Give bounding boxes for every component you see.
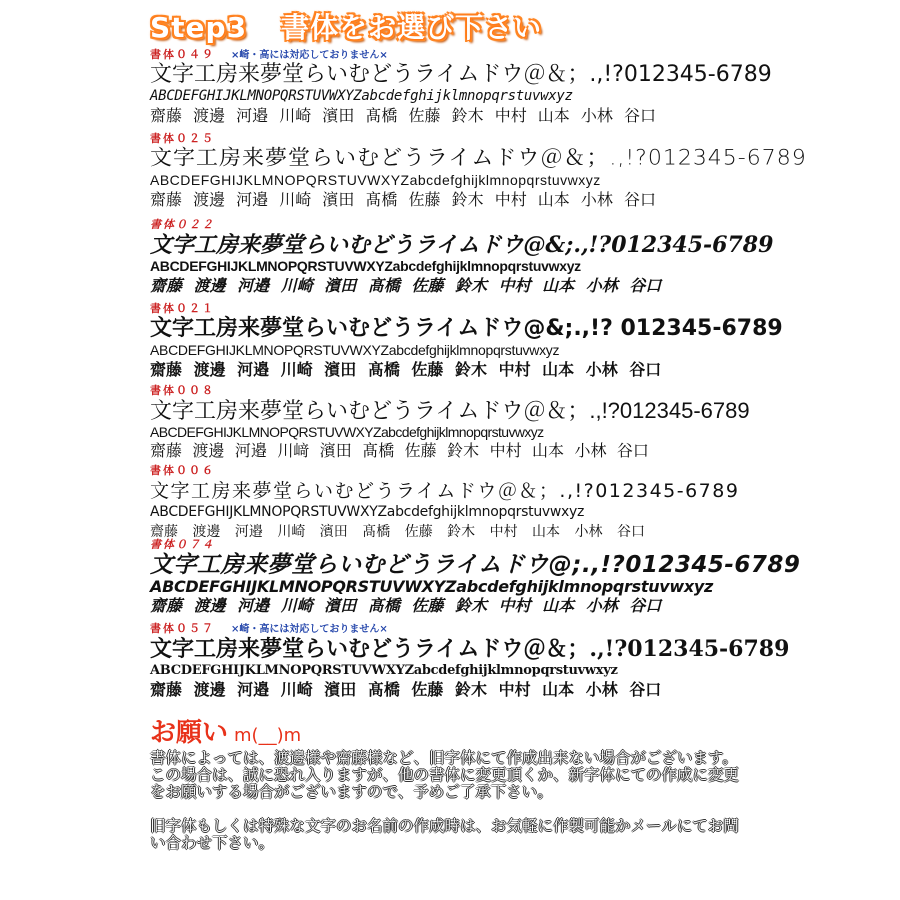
sample-line-names: 齋藤 渡邊 河邉 川崎 濱田 髙橋 佐藤 鈴木 中村 山本 小林 谷口 (150, 360, 662, 379)
font-sample-074[interactable] (150, 538, 801, 617)
request-notice (150, 750, 750, 852)
sample-line-names: 齋藤 渡邊 河邉 川崎 濱田 髙橋 佐藤 鈴木 中村 山本 小林 谷口 (150, 680, 662, 699)
font-code: 書体００６ (150, 464, 215, 477)
sample-line-kana: 文字工房来夢堂らいむどうライムドウ@;.,!?012345-6789 (150, 552, 801, 578)
font-code: 書体０５７ (150, 622, 215, 635)
sample-line-alpha: ABCDEFGHIJKLMNOPQRSTUVWXYZabcdefghijklmnopqrstuvwxyz (150, 424, 544, 440)
step-title (150, 6, 542, 42)
font-sample-049[interactable] (150, 48, 772, 127)
font-code: 書体０７４ (150, 538, 215, 551)
font-code: 書体０２２ (150, 218, 215, 231)
font-sample-021[interactable] (150, 302, 783, 381)
font-code: 書体００８ (150, 384, 215, 397)
sample-line-kana: 文字工房来夢堂らいむどうライムドウ@&;.,!? 012345-6789 (150, 316, 783, 341)
sample-line-alpha: ABCDEFGHIJKLMNOPQRSTUVWXYZabcdefghijklmnopqrstuvwxyz (150, 258, 581, 274)
step-label: Step3 (150, 11, 248, 44)
font-sample-006[interactable] (150, 464, 750, 543)
sample-line-kana: 文字工房来夢堂らいむどうライムドウ＠＆；.,!?012345-6789 (150, 398, 750, 423)
font-code: 書体０２１ (150, 302, 215, 315)
request-emote: m(__)m (234, 725, 302, 746)
font-note: ×崎・高には対応しておりません× (231, 624, 388, 635)
request-heading (150, 712, 301, 749)
font-note: ×崎・高には対応しておりません× (231, 50, 388, 61)
sample-line-names: 齋藤 渡邊 河邉 川崎 濱田 髙橋 佐藤 鈴木 中村 山本 小林 谷口 (150, 106, 656, 125)
notice-paragraph: 書体によっては、渡邊様や齋藤様など、旧字体にて作成出来ない場合がございます。 (150, 749, 738, 767)
request-title: お願い (150, 718, 229, 748)
sample-line-kana: 文字工房来夢堂らいむどうライムドウ＠＆；.,!?012345-6789 (150, 146, 807, 171)
sample-line-alpha: ABCDEFGHIJKLMNOPQRSTUVWXYZabcdefghijklmnopqrstuvwxyz (150, 172, 601, 188)
notice-paragraph: 旧字体もしくは特殊な文字のお名前の作成時は、お気軽に作製可能かメールにてお問い合わせ下さい。 (150, 817, 739, 852)
font-sample-057[interactable] (150, 622, 790, 701)
title-label: 書体をお選び下さい (281, 11, 543, 44)
sample-line-kana: 文字工房来夢堂らいむどうライムドウ＠＆；.,!?012345-6789 (150, 480, 740, 502)
sample-line-kana: 文字工房来夢堂らいむどうライムドウ＠＆；.,!?012345-6789 (150, 62, 772, 87)
font-sample-008[interactable] (150, 384, 750, 463)
sample-line-alpha: ABCDEFGHIJKLMNOPQRSTUVWXYZabcdefghijklmnopqrstuvwxyz (150, 504, 585, 520)
sample-line-kana: 文字工房来夢堂らいむどうライムドウ＠＆；.,!?012345-6789 (150, 636, 790, 662)
sample-line-alpha: ABCDEFGHIJKLMNOPQRSTUVWXYZabcdefghijklmnopqrstuvwxyz (150, 663, 618, 678)
sample-line-alpha: ABCDEFGHIJKLMNOPQRSTUVWXYZabcdefghijklmnopqrstuvwxyz (150, 342, 560, 358)
sample-line-kana: 文字工房来夢堂らいむどうライムドウ@&;.,!?012345-6789 (150, 232, 774, 258)
font-sample-025[interactable] (150, 132, 807, 211)
sample-line-alpha: ABCDEFGHIJKLMNOPQRSTUVWXYZabcdefghijklmnopqrstuvwxyz (150, 577, 714, 596)
font-sample-022[interactable] (150, 218, 774, 297)
font-code: 書体０４９ (150, 48, 215, 61)
sample-line-alpha: ABCDEFGHIJKLMNOPQRSTUVWXYZabcdefghijklmnopqrstuvwxyz (150, 88, 573, 104)
font-code: 書体０２５ (150, 132, 215, 145)
sample-line-names: 齋藤 渡邊 河邉 川崎 濱田 髙橋 佐藤 鈴木 中村 山本 小林 谷口 (150, 190, 656, 209)
sample-line-names: 齋藤 渡邊 河邉 川崎 濱田 髙橋 佐藤 鈴木 中村 山本 小林 谷口 (150, 524, 645, 540)
sample-line-names: 齋藤 渡邊 河邉 川崎 濱田 髙橋 佐藤 鈴木 中村 山本 小林 谷口 (150, 276, 662, 295)
sample-line-names: 齋藤 渡邊 河邉 川﨑 濱田 髙橋 佐藤 鈴木 中村 山本 小林 谷口 (150, 443, 649, 460)
notice-paragraph: この場合は、誠に恐れ入りますが、他の書体に変更頂くか、新字体にての作成に変更をお願いする場合がございますので、予めご了承下さい。 (150, 766, 740, 801)
sample-line-names: 齋藤 渡邊 河邉 川崎 濱田 髙橋 佐藤 鈴木 中村 山本 小林 谷口 (150, 596, 662, 615)
